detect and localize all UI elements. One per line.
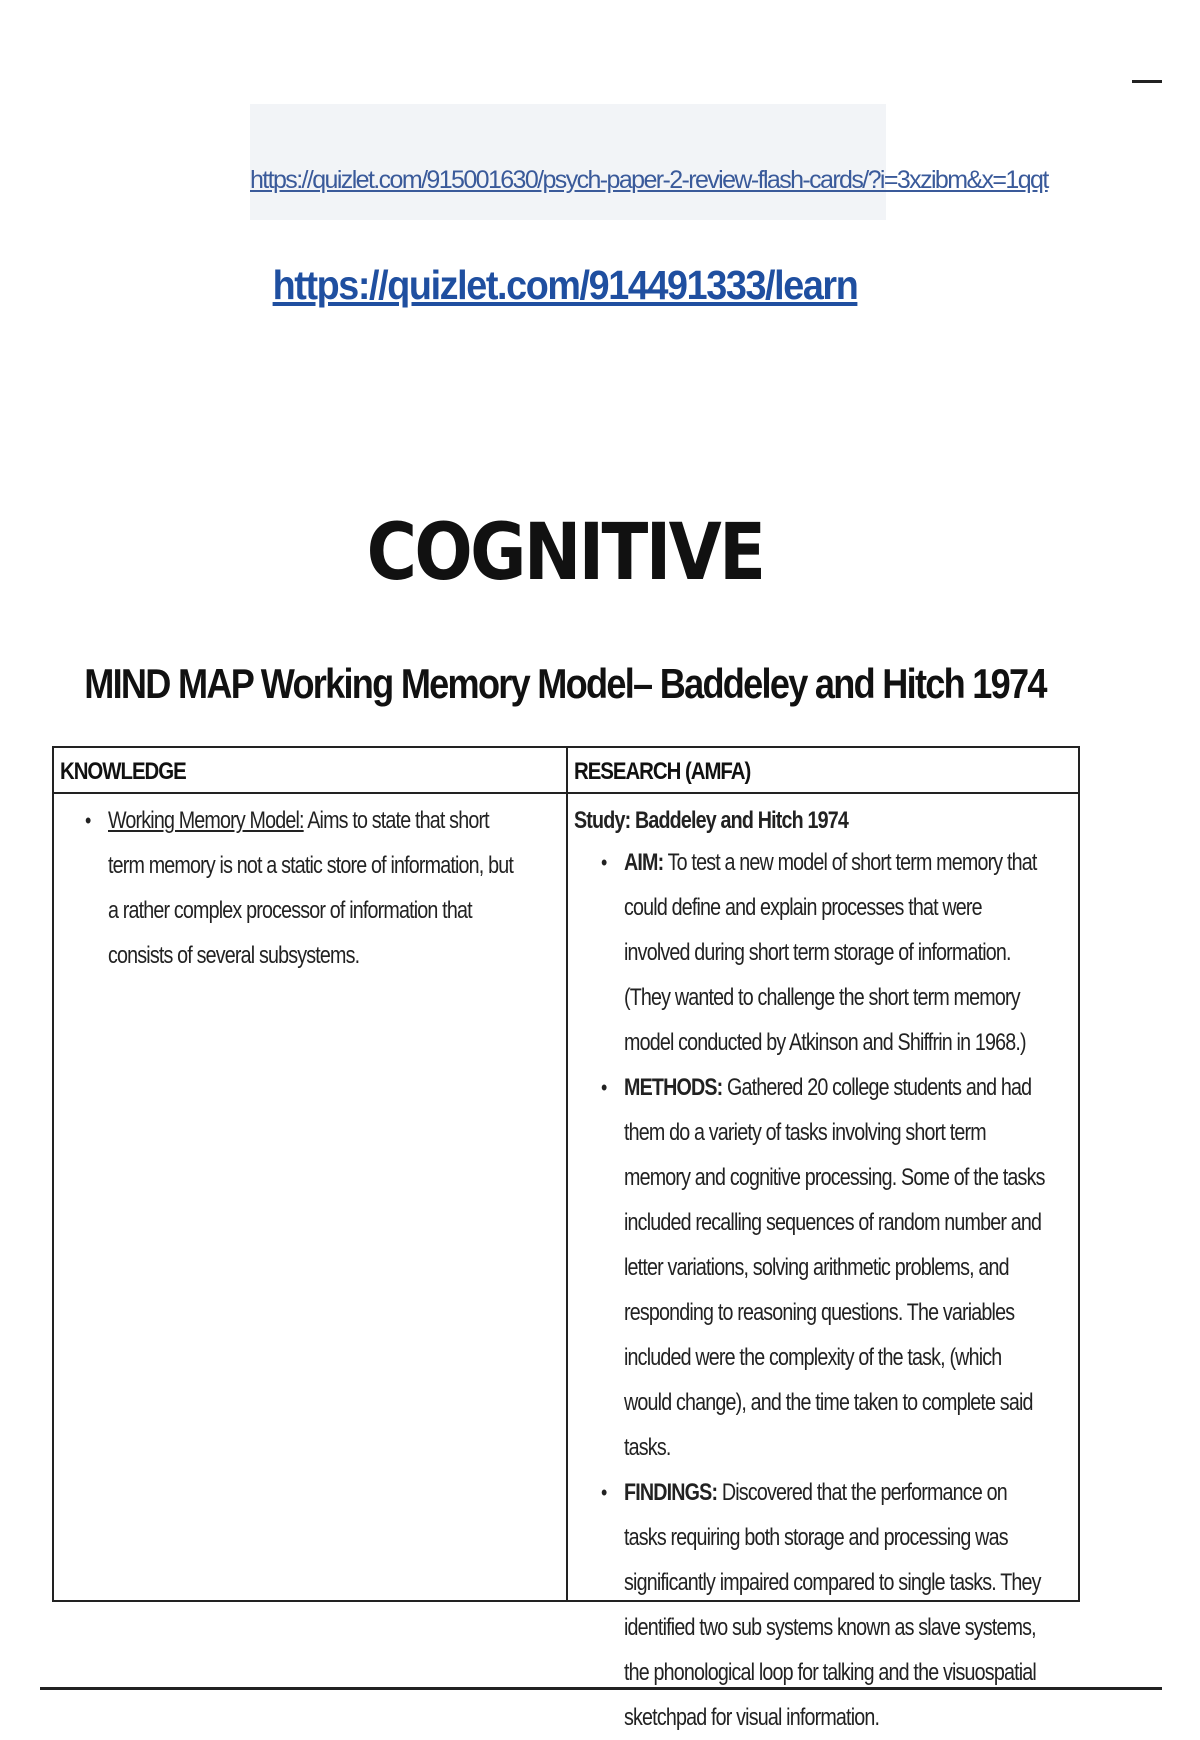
- column-divider: [566, 748, 568, 1600]
- header-divider: [54, 792, 1078, 794]
- mind-map-table: [52, 746, 1080, 1731]
- research-item-methods: [601, 1065, 1050, 1470]
- bullet-icon: •: [85, 808, 91, 833]
- top-right-dash: [1132, 80, 1162, 83]
- research-item-aim: [601, 840, 1050, 1065]
- research-header: RESEARCH (AMFA): [574, 758, 751, 785]
- page-subtitle: MIND MAP Working Memory Model– Baddeley and Hitch 1974: [84, 660, 1046, 707]
- flashcards-link[interactable]: https://quizlet.com/915001630/psych-paper-2-review-flash-cards/?i=3xzibm&x=1qqt: [250, 166, 1048, 194]
- bullet-icon: •: [601, 850, 607, 875]
- aim-text: To test a new model of short term memory that could define and explain processes that were involved during short term storage of information. (They wanted to challenge the short term memory model conducted by Atkinson and Shiffrin in 1968.): [624, 849, 1037, 1056]
- knowledge-item: [85, 798, 526, 978]
- methods-label: METHODS:: [624, 1074, 723, 1101]
- bullet-icon: •: [601, 1075, 607, 1100]
- knowledge-text: Aims to state that short term memory is not a static store of information, but a rather complex processor of information that consists of several subsystems.: [108, 807, 513, 969]
- methods-text: Gathered 20 college students and had them do a variety of tasks involving short term memory and cognitive processing. Some of the tasks included recalling sequences of random number and letter variations, solving arithmetic problems, and responding to reasoning questions. The variables included were the complexity of the task, (which would change), and the time taken to complete said tasks.: [624, 1074, 1045, 1461]
- knowledge-cell: [85, 798, 526, 978]
- bottom-rule: [40, 1687, 1162, 1690]
- learn-link[interactable]: https://quizlet.com/914491333/learn: [272, 262, 858, 308]
- page-title: COGNITIVE: [366, 508, 764, 598]
- flashcards-link-box: [250, 104, 1048, 220]
- study-title: Study: Baddeley and Hitch 1974: [574, 807, 848, 834]
- research-cell: [601, 840, 1050, 1740]
- findings-text: Discovered that the performance on tasks requiring both storage and processing was significantly impaired compared to single tasks. They identified two sub systems known as slave systems, the phonological loop for talking and the visuospatial sketchpad for visual information.: [624, 1479, 1041, 1731]
- knowledge-label: Working Memory Model:: [108, 807, 304, 834]
- knowledge-header: KNOWLEDGE: [60, 758, 186, 785]
- bullet-icon: •: [601, 1480, 607, 1505]
- research-item-findings: [601, 1470, 1050, 1740]
- findings-label: FINDINGS:: [624, 1479, 718, 1506]
- aim-label: AIM:: [624, 849, 664, 876]
